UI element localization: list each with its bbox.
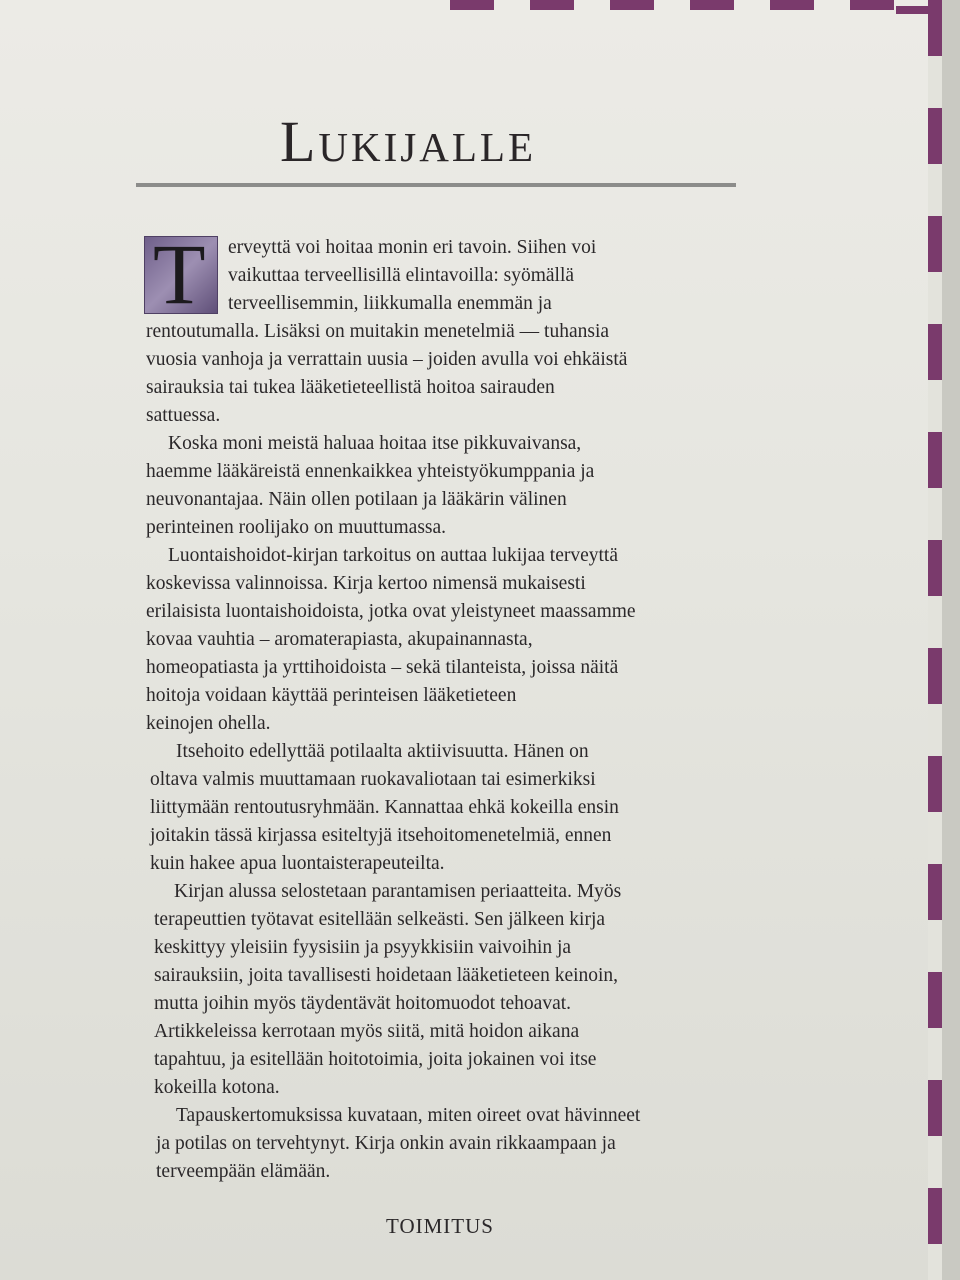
text-line: terveellisemmin, liikkumalla enemmän ja xyxy=(228,293,552,314)
text-line: Koska moni meistä haluaa hoitaa itse pikkuvaivansa, xyxy=(168,433,582,454)
text-line: oltava valmis muuttamaan ruokavaliotaan tai esimerkiksi xyxy=(150,769,596,790)
text-line: homeopatiasta ja yrttihoidoista – sekä tilanteista, joissa näitä xyxy=(146,657,619,678)
text-line: keinojen ohella. xyxy=(146,713,271,734)
text-line: vuosia vanhoja ja verrattain uusia – joiden avulla voi ehkäistä xyxy=(146,349,628,370)
text-line: Tapauskertomuksissa kuvataan, miten oireet ovat hävinneet xyxy=(176,1105,641,1126)
text-line: Artikkeleissa kerrotaan myös siitä, mitä hoidon aikana xyxy=(154,1021,580,1042)
text-line: rentoutumalla. Lisäksi on muitakin menetelmiä — tuhansia xyxy=(146,321,610,342)
text-line: sairauksiin, joita tavallisesti hoidetaan lääketieteen keinoin, xyxy=(154,965,619,986)
text-line: Kirjan alussa selostetaan parantamisen periaatteita. Myös xyxy=(174,881,622,902)
text-line: Itsehoito edellyttää potilaalta aktiivisuutta. Hänen on xyxy=(176,741,589,762)
drop-cap xyxy=(144,226,218,322)
text-line: ja potilas on tervehtynyt. Kirja onkin avain rikkaampaan ja xyxy=(156,1133,616,1154)
text-line: terveempään elämään. xyxy=(156,1161,331,1182)
text-line: liittymään rentoutusryhmään. Kannattaa ehkä kokeilla ensin xyxy=(150,797,619,818)
title-rule xyxy=(136,183,736,187)
text-line: kovaa vauhtia – aromaterapiasta, akupainannasta, xyxy=(146,629,533,650)
text-line: erveyttä voi hoitaa monin eri tavoin. Siihen voi xyxy=(228,237,597,258)
decorative-border-right xyxy=(928,0,942,1280)
drop-cap-letter: T xyxy=(153,226,206,322)
text-line: haemme lääkäreistä ennenkaikkea yhteistyökumppania ja xyxy=(146,461,595,482)
text-line: kuin hakee apua luontaisterapeuteilta. xyxy=(150,853,445,874)
text-line: neuvonantajaa. Näin ollen potilaan ja lääkärin välinen xyxy=(146,489,567,510)
signature: TOIMITUS xyxy=(386,1214,494,1238)
text-line: perinteinen roolijako on muuttumassa. xyxy=(146,517,447,538)
decorative-border-top xyxy=(450,0,928,10)
text-line: joitakin tässä kirjassa esiteltyjä itsehoitomenetelmiä, ennen xyxy=(150,825,612,846)
text-line: terapeuttien työtavat esitellään selkeästi. Sen jälkeen kirja xyxy=(154,909,606,930)
text-line: koskevissa valinnoissa. Kirja kertoo nimensä mukaisesti xyxy=(146,573,586,594)
page-title: Lukijalle xyxy=(280,109,536,174)
text-line: vaikuttaa terveellisillä elintavoilla: syömällä xyxy=(228,265,575,286)
text-line: sairauksia tai tukea lääketieteellistä hoitoa sairauden xyxy=(146,377,555,398)
text-line: hoitoja voidaan käyttää perinteisen lääketieteen xyxy=(146,685,517,706)
text-line: kokeilla kotona. xyxy=(154,1077,280,1098)
text-line: mutta joihin myös täydentävät hoitomuodot tehoavat. xyxy=(154,993,572,1014)
text-line: keskittyy yleisiin fyysisiin ja psyykkisiin vaivoihin ja xyxy=(154,937,572,958)
decorative-border-corner xyxy=(896,6,942,40)
text-line: Luontaishoidot-kirjan tarkoitus on auttaa lukijaa terveyttä xyxy=(168,545,618,566)
text-line: erilaisista luontaishoidoista, jotka ovat yleistyneet maassamme xyxy=(146,601,636,622)
text-line: sattuessa. xyxy=(146,405,221,426)
text-line: tapahtuu, ja esitellään hoitotoimia, joita jokainen voi itse xyxy=(154,1049,597,1070)
